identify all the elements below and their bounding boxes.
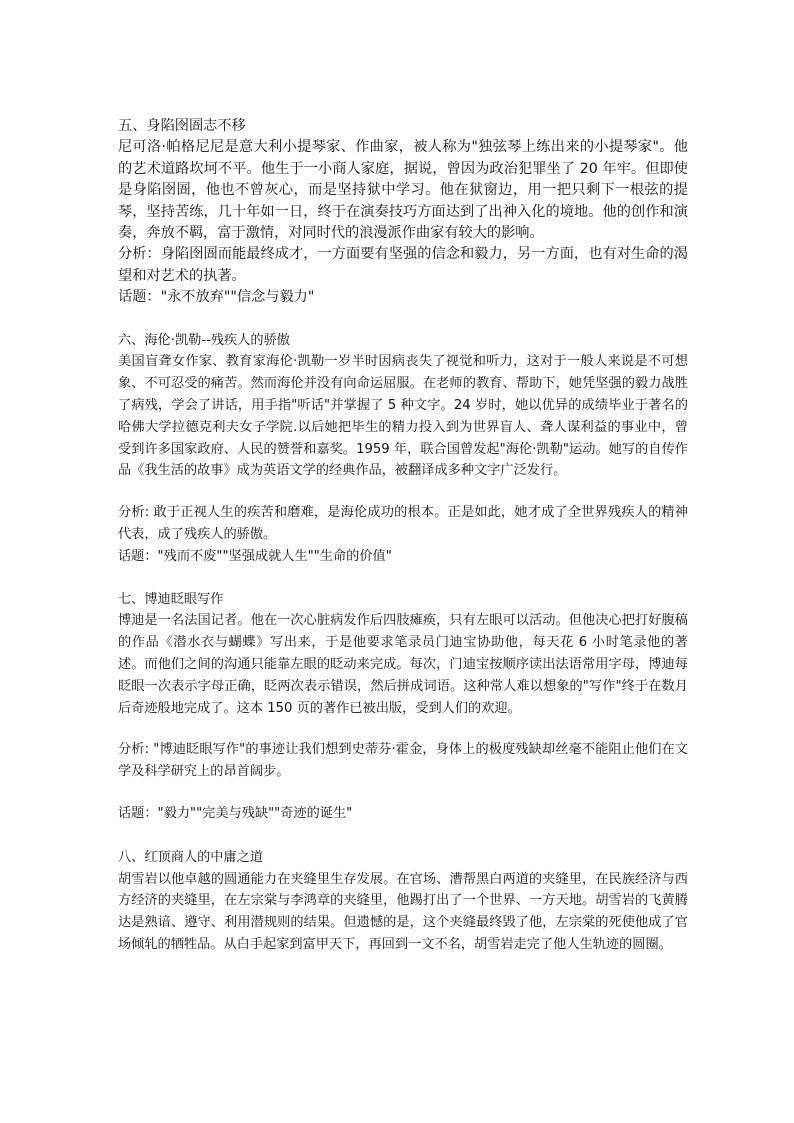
section-heading: 八、红顶商人的中庸之道 <box>118 849 264 865</box>
section-body: 博迪是一名法国记者。他在一次心脏病发作后四肢瘫痪，只有左眼可以活动。但他决心把打好腹稿的作品《潜水衣与蝴蝶》写出来，于是他要求笔录员门迪宝协助他，每天花 6 小时笔录他的著述。而他们之间的沟通只能靠左眼的眨动来完成。每次，门迪宝按顺序读出法语常用字母，博迪每眨眼一次表示字母正确，眨两次表示错误，然后拼成词语。这种常人难以想象的"写作"终于在数月后奇迹般地完成了。这本 150 页的著作已被出版，受到人们的欢迎。 <box>118 613 688 716</box>
document-page <box>118 116 688 956</box>
section-hu-xueyan <box>118 847 688 956</box>
section-body: 美国盲聋女作家、教育家海伦·凯勒一岁半时因病丧失了视觉和听力，这对于一般人来说是不可想象、不可忍受的痛苦。然而海伦并没有向命运屈服。在老师的教育、帮助下，她凭坚强的毅力战胜了病残，学会了讲话，用手指"听话"并掌握了 5 种文字。24 岁时，她以优异的成绩毕业于著名的哈佛大学拉德克利夫女子学院.以后她把毕生的精力投入到为世界盲人、聋人谋利益的事业中，曾受到许多国家政府、人民的赞誉和嘉奖。1959 年，联合国曾发起"海伦·凯勒"运动。她写的自传作品《我生活的故事》成为英语文学的经典作品，被翻译成多种文字广泛发行。 <box>118 354 688 479</box>
section-analysis: 分析：身陷囹圄而能最终成才，一方面要有坚强的信念和毅力，另一方面，也有对生命的渴望和对艺术的执著。 <box>118 246 688 284</box>
section-analysis: 分析: 敢于正视人生的疾苦和磨难，是海伦成功的根本。正是如此，她才成了全世界残疾人的精神代表，成了残疾人的骄傲。 <box>118 505 688 543</box>
section-analysis: 分析: "博迪眨眼写作"的事迹让我们想到史蒂芬·霍金，身体上的极度残缺却丝毫不能阻止他们在文学及科学研究上的昂首阔步。 <box>118 742 688 780</box>
section-helen-keller <box>118 330 688 568</box>
section-bauby <box>118 589 688 825</box>
section-heading: 五、身陷囹圄志不移 <box>118 118 246 134</box>
section-topics: 话题："永不放弃""信念与毅力" <box>118 289 315 306</box>
section-body: 尼可洛·帕格尼尼是意大利小提琴家、作曲家，被人称为"独弦琴上练出来的小提琴家"。他的艺术道路坎坷不平。他生于一小商人家庭，据说，曾因为政治犯罪坐了 20 年牢。但即使是身陷囹圄，他也不曾灰心，而是坚持狱中学习。他在狱窗边，用一把只剩下一根弦的提琴，坚持苦练，几十年如一日，终于在演奏技巧方面达到了出神入化的境地。他的创作和演奏，奔放不羁，富于激情，对同时代的浪漫派作曲家有较大的影响。 <box>118 139 688 242</box>
section-paganini <box>118 116 688 309</box>
section-body: 胡雪岩以他卓越的圆通能力在夹缝里生存发展。在官场、漕帮黑白两道的夹缝里，在民族经济与西方经济的夹缝里，在左宗棠与李鸿章的夹缝里，他踢打出了一个世界、一方天地。胡雪岩的飞黄腾达是熟谙、遵守、利用潜规则的结果。但遗憾的是，这个夹缝最终毁了他，左宗棠的死使他成了官场倾轧的牺牲品。从白手起家到富甲天下，再回到一文不名，胡雪岩走完了他人生轨迹的圆圈。 <box>118 871 688 952</box>
section-heading: 六、海伦·凯勒--残疾人的骄傲 <box>118 332 290 348</box>
section-topics: 话题："毅力""完美与残缺""奇迹的诞生" <box>118 806 353 821</box>
section-heading: 七、博迪眨眼写作 <box>118 591 224 607</box>
section-topics: 话题："残而不废""坚强成就人生""生命的价值" <box>118 548 392 564</box>
